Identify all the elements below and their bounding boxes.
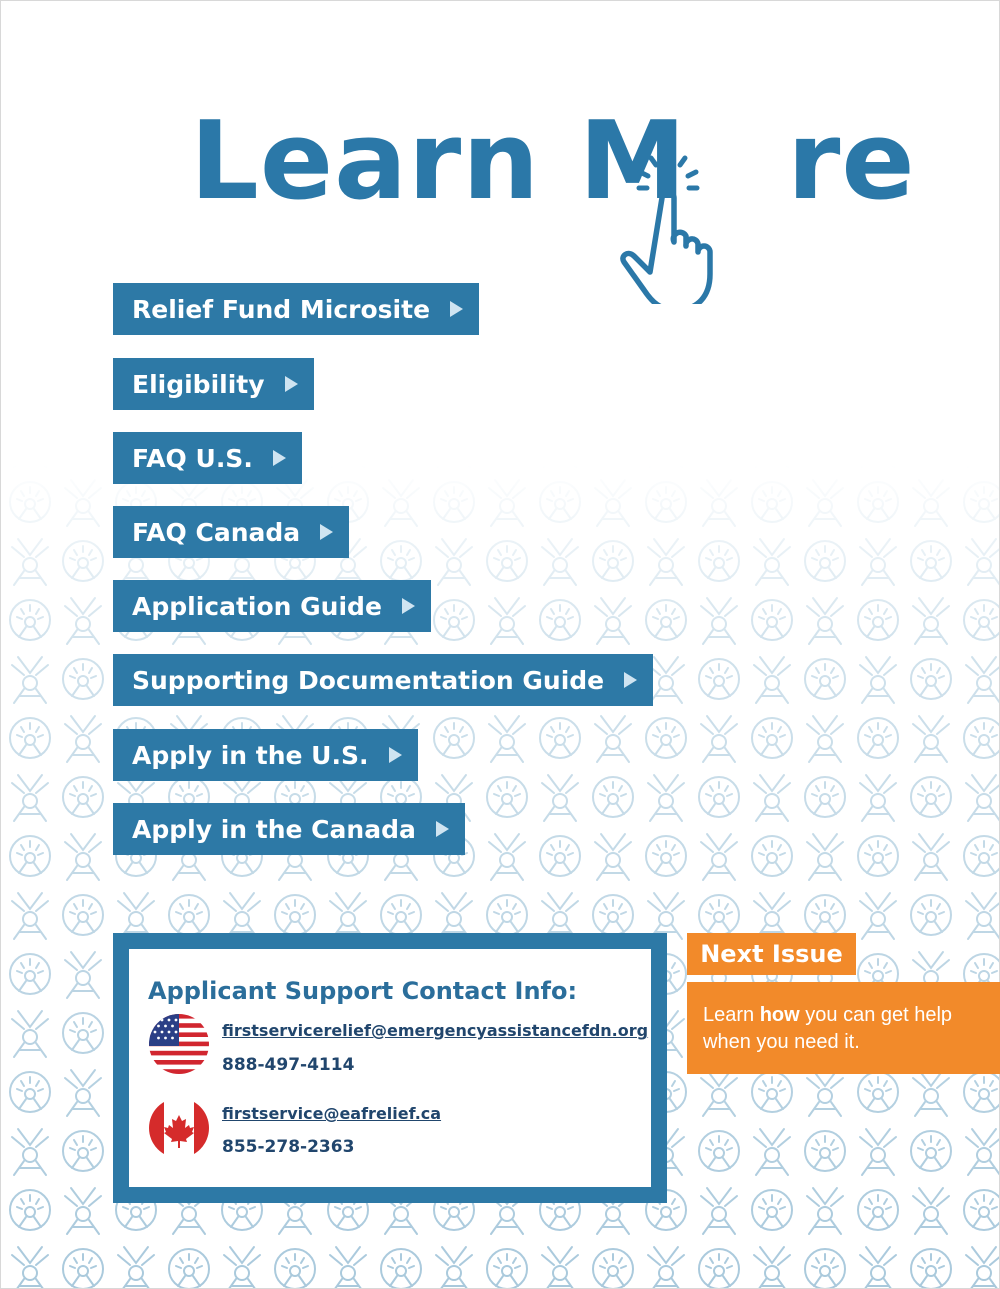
button-label: Apply in the U.S.	[132, 740, 369, 770]
apply-canada-button[interactable]	[113, 803, 465, 855]
contact-info-box	[113, 933, 667, 1203]
us-phone: 888-497-4114	[222, 1055, 355, 1075]
us-flag-icon	[149, 1014, 209, 1074]
next-issue-text-bold: how	[759, 1004, 800, 1026]
contact-title: Applicant Support Contact Info:	[148, 977, 578, 1005]
faq-canada-button[interactable]	[113, 506, 349, 558]
next-issue-text-end: you can get help when you need it.	[703, 1004, 953, 1053]
supporting-documentation-guide-button[interactable]	[113, 654, 653, 706]
title-part-1: Learn M	[190, 99, 688, 224]
play-arrow-icon	[389, 747, 402, 763]
button-label: FAQ U.S.	[132, 443, 253, 473]
button-label: Eligibility	[132, 369, 265, 399]
button-label: Application Guide	[132, 591, 382, 621]
relief-fund-microsite-button[interactable]	[113, 283, 479, 335]
play-arrow-icon	[450, 301, 463, 317]
canada-phone: 855-278-2363	[222, 1137, 355, 1157]
play-arrow-icon	[273, 450, 286, 466]
play-arrow-icon	[436, 821, 449, 837]
next-issue-text	[687, 982, 1000, 1074]
button-label: Relief Fund Microsite	[132, 294, 431, 324]
eligibility-button[interactable]	[113, 358, 314, 410]
us-email-link[interactable]: firstservicerelief@emergencyassistancefdn.org	[222, 1021, 649, 1040]
faq-us-button[interactable]	[113, 432, 302, 484]
play-arrow-icon	[285, 376, 298, 392]
learn-more-title	[190, 99, 916, 224]
play-arrow-icon	[624, 672, 637, 688]
title-part-2: re	[787, 99, 916, 224]
button-label: FAQ Canada	[132, 517, 301, 547]
next-issue-text-start: Learn	[703, 1004, 760, 1026]
apply-us-button[interactable]	[113, 729, 418, 781]
application-guide-button[interactable]	[113, 580, 431, 632]
next-issue-label: Next Issue	[687, 933, 856, 975]
canada-flag-icon	[149, 1098, 209, 1158]
play-arrow-icon	[320, 524, 333, 540]
button-label: Supporting Documentation Guide	[132, 665, 605, 695]
play-arrow-icon	[402, 598, 415, 614]
canada-email-link[interactable]: firstservice@eafrelief.ca	[222, 1104, 442, 1123]
button-label: Apply in the Canada	[132, 814, 416, 844]
pointer-hand-click-icon	[618, 146, 728, 304]
